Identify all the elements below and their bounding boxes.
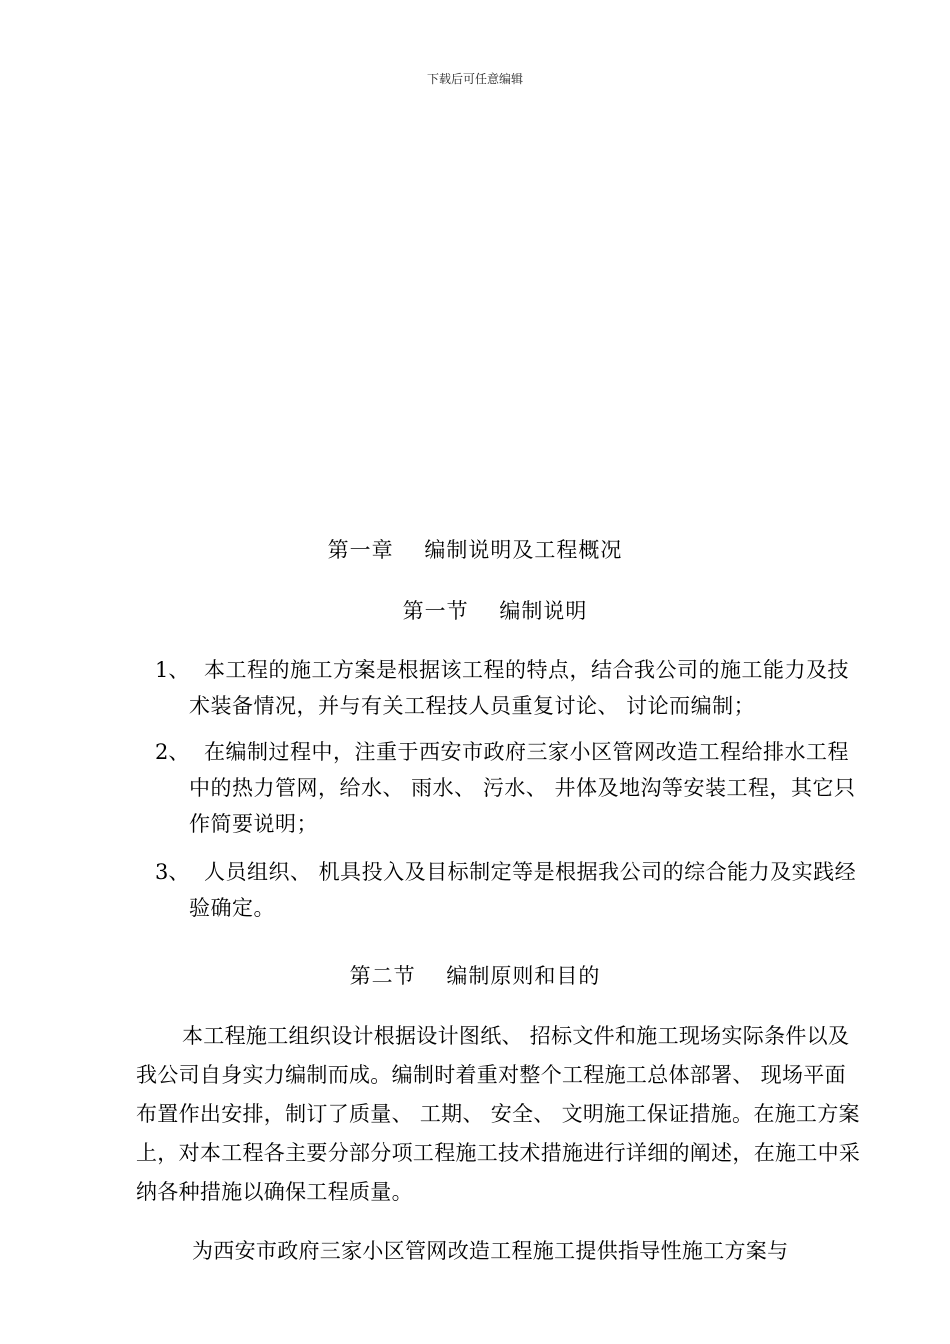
body-paragraph: 为西安市政府三家小区管网改造工程施工提供指导性施工方案与: [192, 1239, 789, 1263]
section-title-1: 第一节 编制说明: [402, 599, 588, 623]
page-header: 下载后可任意编辑: [426, 72, 523, 86]
body-paragraph: 本工程施工组织设计根据设计图纸、 招标文件和施工现场实际条件以及我公司自身实力编制而成。编制时着重对整个工程施工总体部署、 现场平面布置作出安排，制订了质量、 工期、 安全、 文明施工保证措施。在施工方案上，对本工程各主要分部分项工程施工技术措施进行详细的阐述，在施工中采纳各种措施以确保工程质量。: [136, 1024, 861, 1204]
list-item-number: 2、: [155, 740, 190, 764]
section-title-2: 第二节 编制原则和目的: [349, 964, 601, 988]
list-item-text: 在编制过程中，注重于西安市政府三家小区管网改造工程给排水工程中的热力管网，给水、 雨水、 污水、 井体及地沟等安装工程，其它只作简要说明；: [189, 740, 856, 836]
chapter-title: 第一章 编制说明及工程概况: [327, 538, 623, 562]
list-item-number: 1、: [155, 658, 190, 682]
list-item: [155, 652, 865, 724]
list-item-number: 3、: [155, 860, 190, 884]
list-item-text: 人员组织、 机具投入及目标制定等是根据我公司的综合能力及实践经验确定。: [189, 860, 857, 920]
list-item: [155, 734, 865, 842]
list-item: [155, 854, 865, 926]
list-item-text: 本工程的施工方案是根据该工程的特点，结合我公司的施工能力及技术装备情况，并与有关工程技人员重复讨论、 讨论而编制；: [189, 658, 849, 718]
